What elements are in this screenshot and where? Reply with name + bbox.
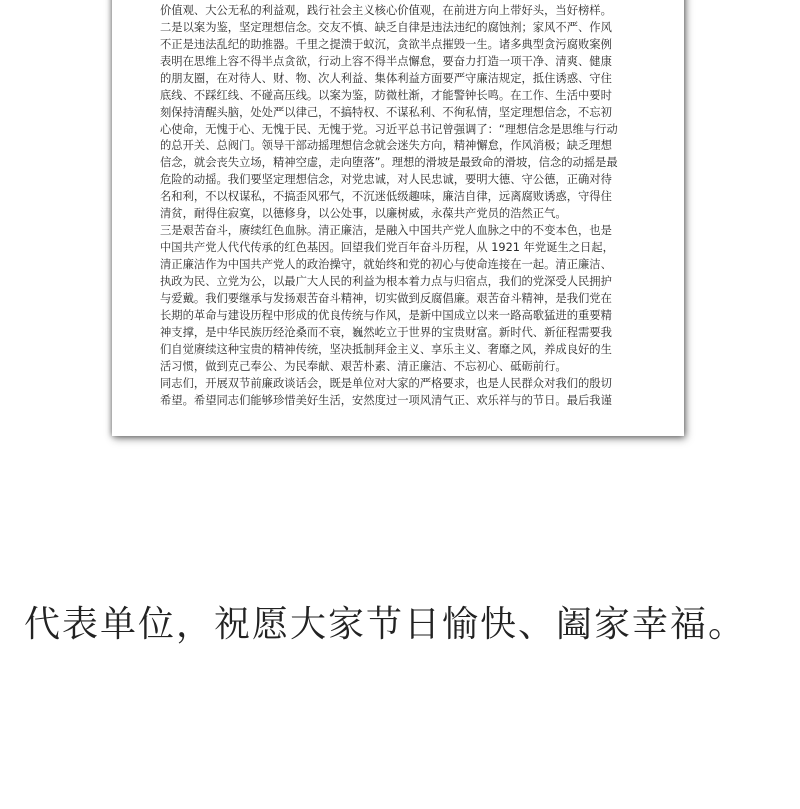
document-page: [112, 0, 684, 436]
document-line: 们自觉赓续这种宝贵的精神传统，坚决抵制拜金主义、享乐主义、奢靡之风，养成良好的生: [160, 342, 612, 356]
document-line: 的总开关、总阀门。领导干部动摇理想信念就会迷失方向，精神懈怠，作风消极；缺乏理想: [160, 139, 612, 153]
document-line: 同志们，开展双节前廉政谈话会，既是单位对大家的严格要求，也是人民群众对我们的殷切: [160, 376, 612, 390]
document-line: 信念，就会丧失立场，精神空虚，走向堕落”。理想的滑坡是最致命的滑坡，信念的动摇是最: [160, 156, 618, 170]
document-line: 神支撑，是中华民族历经沧桑而不衰，巍然屹立于世界的宝贵财富。新时代、新征程需要我: [160, 325, 612, 339]
document-line: 执政为民、立党为公，以最广大人民的利益为根本着力点与归宿点，我们的党深受人民拥护: [160, 274, 612, 288]
document-line: 危险的动摇。我们要坚定理想信念，对党忠诚，对人民忠诚，要明大德、守公德，正确对待: [160, 173, 612, 187]
document-line: 长期的革命与建设历程中形成的优良传统与作风，是新中国成立以来一路高歌猛进的重要精: [160, 308, 612, 322]
document-line: 的朋友圈，在对待人、财、物、次人利益、集体利益方面要严守廉洁规定，抵住诱惑、守住: [160, 71, 612, 85]
document-line: 名和利，不以权谋私，不搞歪风邪气，不沉迷低级趣味，廉洁自律，远离腐败诱惑，守得住: [160, 190, 612, 204]
document-line: 刻保持清醒头脑，处处严以律己，不搞特权、不谋私利、不徇私情，坚定理想信念，不忘初: [160, 105, 612, 119]
closing-sentence: 代表单位，祝愿大家节日愉快、阖家幸福。: [24, 604, 747, 645]
document-line: 三是艰苦奋斗，赓续红色血脉。清正廉洁，是融入中国共产党人血脉之中的不变本色，也是: [160, 224, 612, 238]
document-line: 希望。希望同志们能够珍惜美好生活，安然度过一项风清气正、欢乐祥与的节日。最后我谨: [160, 393, 612, 407]
document-line: 底线、不踩红线、不碰高压线。以案为鉴，防微杜渐，才能警钟长鸣。在工作、生活中要时: [160, 88, 612, 102]
document-line: 清正廉洁作为中国共产党人的政治操守，就始终和党的初心与使命连接在一起。清正廉洁、: [160, 258, 612, 271]
document-body: [160, 0, 640, 409]
document-line: 不正是违法乱纪的助推器。千里之提溃于蚁沉，贪欲半点摧毁一生。诸多典型贪污腐败案例: [160, 37, 612, 51]
document-line: 价值观、大公无私的利益观，践行社会主义核心价值观，在前进方向上带好头，当好榜样。: [160, 3, 612, 17]
document-line: 与爱戴。我们要继承与发扬艰苦奋斗精神，切实做到反腐倡廉。艰苦奋斗精神，是我们党在: [160, 291, 612, 305]
document-line: 表明在思维上容不得半点贪欲，行动上容不得半点懈怠，要奋力打造一项干净、清爽、健康: [160, 54, 612, 68]
document-line: 二是以案为鉴，坚定理想信念。交友不慎、缺乏自律是违法违纪的腐蚀剂；家风不严、作风: [160, 20, 612, 34]
document-line: 清贫，耐得住寂寞，以德修身，以公处事，以廉树威，永葆共产党员的浩然正气。: [160, 207, 567, 221]
document-line: 心使命，无愧于心、无愧于民、无愧于党。习近平总书记曾强调了：“理想信念是思维与行动: [160, 122, 618, 136]
document-line: 中国共产党人代代传承的红色基因。回望我们党百年奋斗历程，从 1921 年党诞生之日起，: [160, 241, 614, 255]
document-line: 活习惯，做到克己奉公、为民奉献、艰苦朴素、清正廉洁、不忘初心、砥砺前行。: [160, 359, 567, 373]
